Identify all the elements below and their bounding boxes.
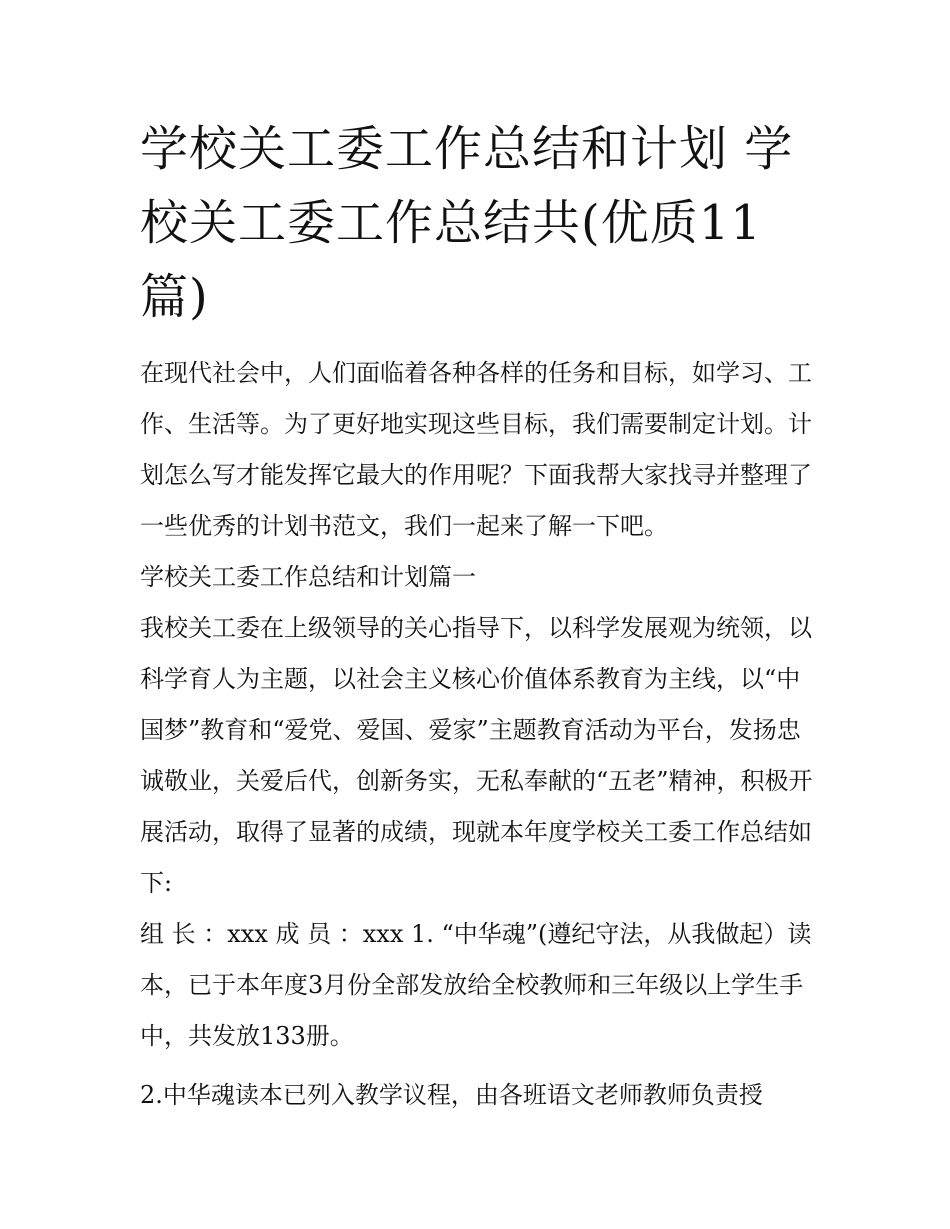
body-paragraph-3: 2.中华魂读本已列入教学议程，由各班语文老师教师负责授 (140, 1081, 763, 1109)
body-paragraph-1: 我校关工委在上级领导的关心指导下，以科学发展观为统领，以科学育人为主题，以社会主义核心价值体系教育为主线，以“中国梦”教育和“爱党、爱国、爱家”主题教育活动为平台，发扬忠诚敬业，关爱后代，创新务实，无私奉献的“五老”精神，积极开展活动，取得了显著的成绩，现就本年度学校关工委工作总结如下: (140, 614, 813, 897)
document-body (140, 348, 820, 1121)
document-page (140, 112, 820, 1121)
document-title: 学校关工委工作总结和计划 学校关工委工作总结共(优质11篇) (140, 121, 794, 325)
intro-paragraph: 在现代社会中，人们面临着各种各样的任务和目标，如学习、工作、生活等。为了更好地实现这些目标，我们需要制定计划。计划怎么写才能发挥它最大的作用呢？下面我帮大家找寻并整理了一些优秀的计划书范文，我们一起来了解一下吧。 (140, 359, 812, 540)
body-paragraph-2: 组 长 ：xxx 成 员 ：xxx 1. “中华魂”(遵纪守法，从我做起）读本，已于本年度3月份全部发放给全校教师和三年级以上学生手中，共发放133册。 (140, 920, 812, 1050)
section-heading: 学校关工委工作总结和计划篇一 (140, 563, 476, 591)
